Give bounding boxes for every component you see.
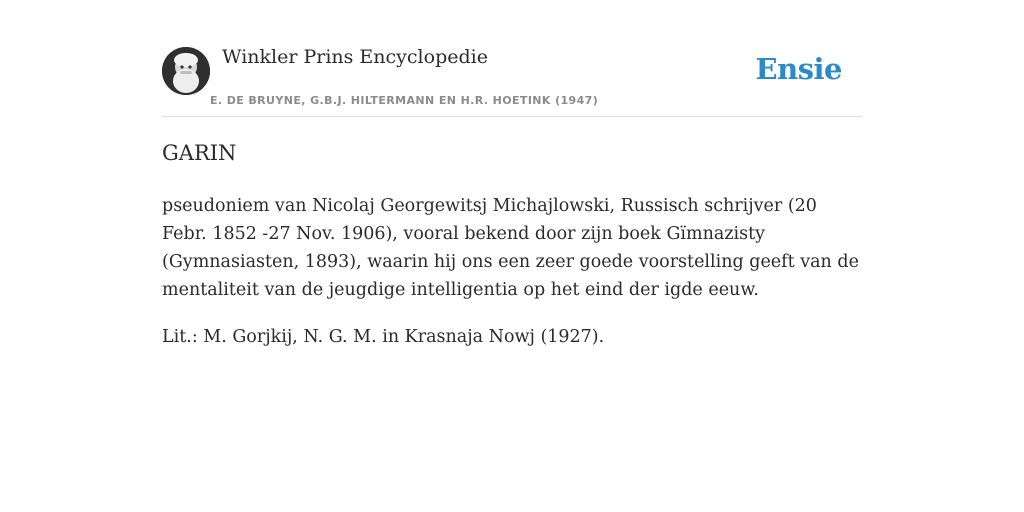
header — [162, 0, 862, 117]
article-body — [162, 192, 862, 370]
brand-logo[interactable]: Ensie — [755, 52, 842, 86]
portrait-icon — [162, 47, 210, 95]
avatar[interactable] — [162, 47, 210, 95]
literature-reference: Lit.: M. Gorjkij, N. G. M. in Krasnaja Nowj (1927). — [162, 327, 605, 347]
site-title[interactable]: Winkler Prins Encyclopedie — [222, 46, 488, 68]
page-container — [162, 0, 862, 347]
authors-line: E. DE BRUYNE, G.B.J. HILTERMANN EN H.R. HOETINK (1947) — [210, 94, 599, 107]
article-title: GARIN — [162, 141, 237, 165]
article-paragraph: pseudoniem van Nicolaj Georgewitsj Michajlowski, Russisch schrijver (20 Febr. 1852 -27 Nov. 1906), vooral bekend door zijn boek Gïmnazisty (Gymnasiasten, 1893), waarin hij ons een zeer goede voorstelling geeft van de mentaliteit van de jeugdige intelligentia op het eind der igde eeuw. — [162, 196, 859, 300]
